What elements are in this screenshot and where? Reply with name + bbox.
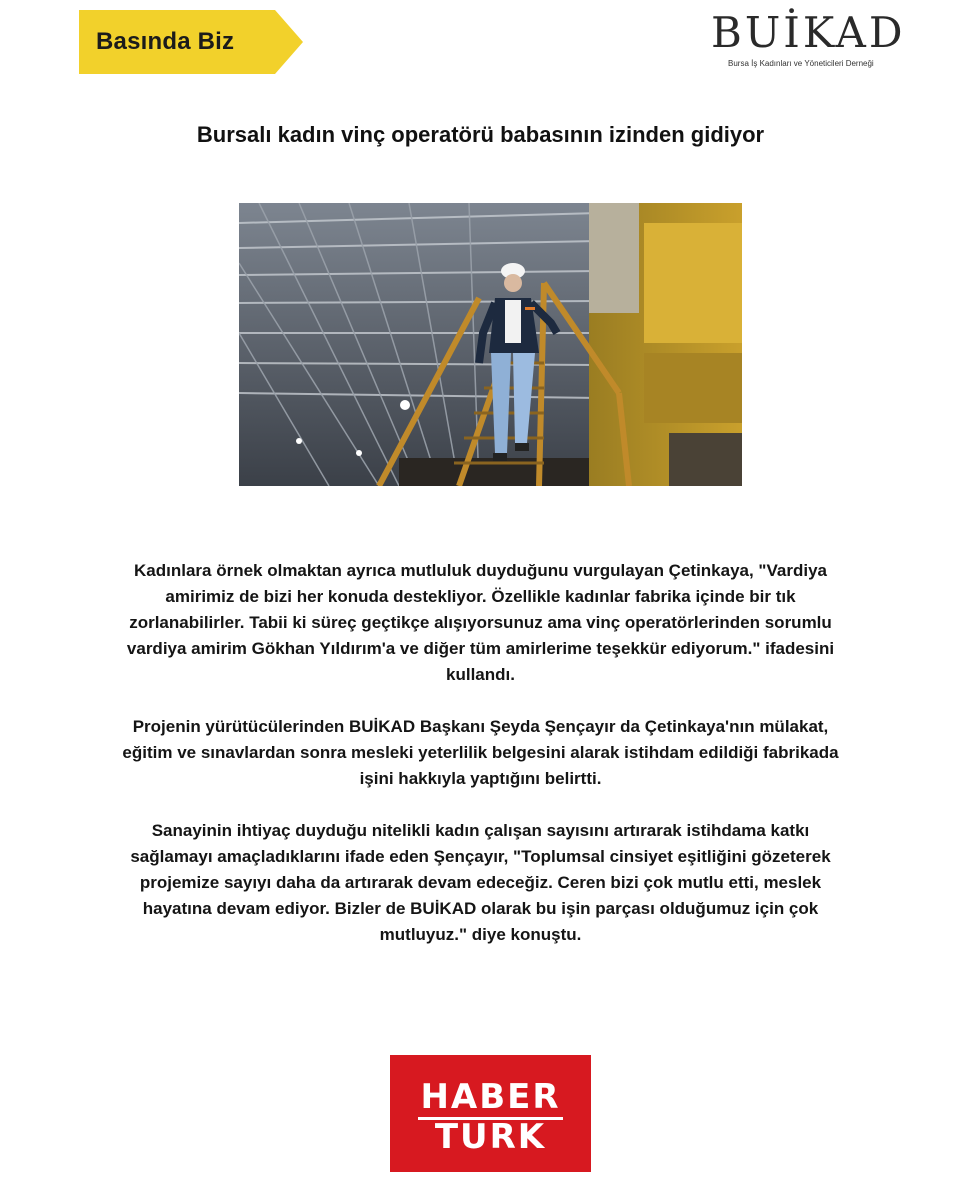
- photo-icon: [239, 203, 742, 486]
- article-body: [120, 558, 841, 974]
- logo-subtitle: Bursa İş Kadınları ve Yöneticileri Derneği: [728, 59, 874, 68]
- article-paragraph: Sanayinin ihtiyaç duyduğu nitelikli kadın çalışan sayısını artırarak istihdama katkı sağlamayı amaçladıklarını ifade eden Şençayır, "Toplumsal cinsiyet eşitliğini gözeterek projemize sayıyı daha da artırarak devam edeceğiz. Ceren bizi çok mutlu etti, meslek hayatına devam ediyor. Bizler de BUİKAD olarak bu işin parçası olduğumuz için çok mutluyuz." diye konuştu.: [130, 821, 831, 944]
- haberturk-logo-line1: HABER: [420, 1077, 561, 1117]
- buikad-logo: [700, 8, 910, 70]
- section-tag-label: Basında Biz: [96, 28, 235, 55]
- article-photo: [239, 203, 742, 486]
- section-tag: [79, 10, 303, 74]
- haberturk-logo: [390, 1055, 591, 1172]
- haberturk-logo-line2: TURK: [434, 1117, 547, 1157]
- article-title: Bursalı kadın vinç operatörü babasının izinden gidiyor: [196, 122, 765, 147]
- logo-wordmark: BUİKAD: [711, 8, 906, 57]
- article-paragraph: Kadınlara örnek olmaktan ayrıca mutluluk duyduğunu vurgulayan Çetinkaya, "Vardiya amirimiz de bizi her konuda destekliyor. Özellikle kadınlar fabrika içinde bir tık zorlanabilirler. Tabii ki süreç geçtikçe alışıyorsunuz ama vinç operatörlerinden sorumlu vardiya amirim Gökhan Yıldırım'a ve diğer tüm amirlerime teşekkür ediyorum." ifadesini kullandı.: [126, 561, 835, 684]
- article-paragraph: Projenin yürütücülerinden BUİKAD Başkanı Şeyda Şençayır da Çetinkaya'nın mülakat, eğitim ve sınavlardan sonra mesleki yeterlilik belgesini alarak istihdam edildiği fabrikada işini hakkıyla yaptığını belirtti.: [122, 717, 839, 788]
